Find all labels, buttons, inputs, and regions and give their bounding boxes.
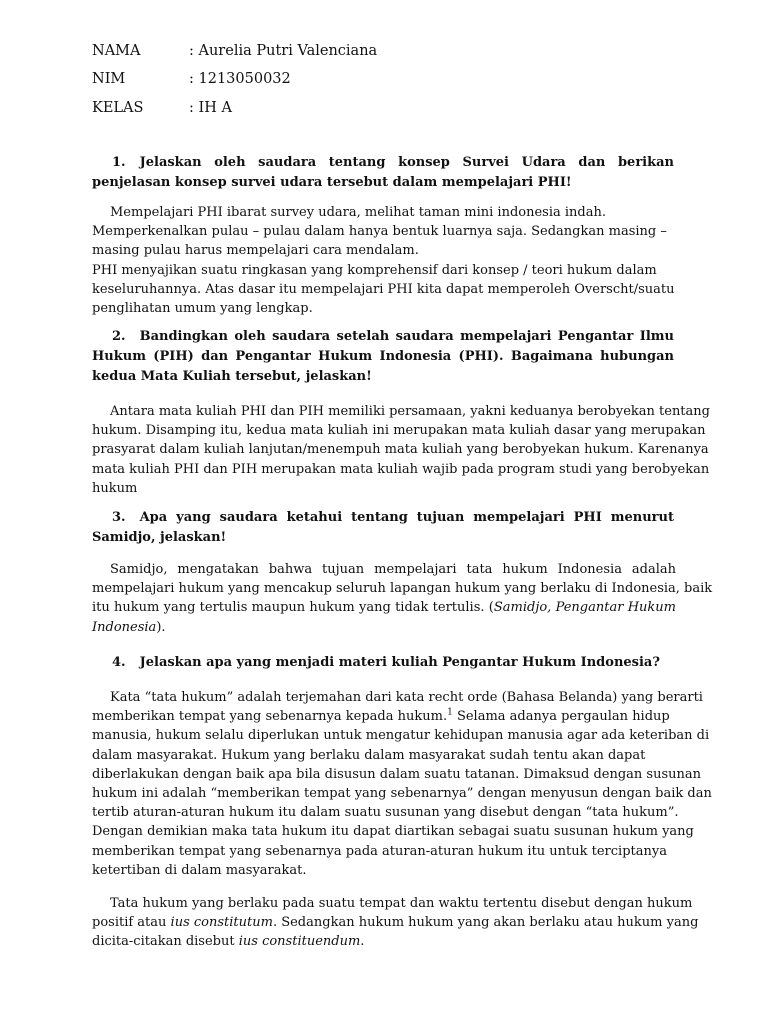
- answer-3-line: [92, 598, 676, 617]
- answer-4-line: Dengan demikian maka tata hukum itu dapat diartikan sebagai suatu susunan hukum yang: [92, 824, 694, 840]
- answer-3-line: mempelajari hukum yang mencakup seluruh lapangan hukum yang berlaku di Indonesia, baik: [92, 581, 713, 597]
- question-2-text: Bandingkan oleh saudara setelah saudara mempelajari Pengantar Ilmu Hukum (PIH) dan Pengantar Hukum Indonesia (PHI). Bagaimana hubungan kedua Mata Kuliah tersebut, jelaskan!: [92, 329, 674, 384]
- answer-4-line: hukum ini adalah “memberikan tempat yang sebenarnya” dengan menyusun dengan baik dan: [92, 786, 712, 802]
- answer-4-line: [92, 932, 676, 951]
- name-label: NAMA: [92, 43, 141, 59]
- question-2-number: 2.: [112, 329, 126, 344]
- question-1-text: Jelaskan oleh saudara tentang konsep Survei Udara dan berikan penjelasan konsep survei udara tersebut dalam mempelajari PHI!: [92, 155, 674, 190]
- question-1-number: 1.: [112, 155, 126, 170]
- answer-3-line: Samidjo, mengatakan bahwa tujuan mempelajari tata hukum Indonesia adalah: [110, 562, 676, 577]
- class-label: KELAS: [92, 100, 144, 116]
- question-2: [92, 327, 674, 387]
- answer-1-line: Mempelajari PHI ibarat survey udara, melihat taman mini indonesia indah.: [110, 205, 606, 220]
- answer-2-line: Antara mata kuliah PHI dan PIH memiliki persamaan, yakni keduanya berobyekan tentang: [110, 404, 710, 419]
- question-3-text: Apa yang saudara ketahui tentang tujuan mempelajari PHI menurut Samidjo, jelaskan!: [92, 510, 674, 545]
- answer-1-line: PHI menyajikan suatu ringkasan yang komprehensif dari konsep / teori hukum dalam: [92, 262, 657, 278]
- latin-term: ius constitutum: [170, 915, 273, 931]
- question-4-text: Jelaskan apa yang menjadi materi kuliah Pengantar Hukum Indonesia?: [139, 655, 660, 670]
- answer-2-line: hukum: [92, 480, 138, 496]
- answer-1-line: penglihatan umum yang lengkap.: [92, 301, 313, 317]
- answer-1-line: masing pulau harus mempelajari cara mendalam.: [92, 243, 419, 259]
- answer-4-paragraph-2: [92, 894, 699, 952]
- nim-label: NIM: [92, 71, 126, 87]
- answer-4-line: diberlakukan dengan baik apa bila disusun dalam suatu tatanan. Dimaksud dengan susunan: [92, 766, 702, 782]
- answer-4-text: Selama adanya pergaulan hidup: [452, 709, 670, 725]
- answer-4-line: Tata hukum yang berlaku pada suatu tempat dan waktu tertentu disebut dengan hukum: [110, 896, 693, 911]
- answer-2: [92, 402, 710, 498]
- answer-3-text: ).: [156, 619, 166, 635]
- answer-4-line: memberikan tempat yang sebenarnya pada aturan-aturan hukum itu untuk terciptanya: [92, 843, 667, 859]
- answer-4-line: dalam masyarakat. Hukum yang berlaku dalam masyarakat sudah tentu akan dapat: [92, 747, 646, 763]
- latin-term: ius constituendum: [238, 934, 361, 950]
- name-value: : Aurelia Putri Valenciana: [189, 43, 378, 59]
- footnote-marker[interactable]: 1: [447, 707, 453, 718]
- answer-4-line: ketertiban di dalam masyarakat.: [92, 862, 307, 878]
- citation-text: Samidjo, Pengantar Hukum: [493, 600, 676, 616]
- question-3-number: 3.: [112, 510, 126, 525]
- answer-4-line: manusia, hukum selalu diperlukan untuk mengatur kehidupan manusia agar ada keteriban di: [92, 728, 710, 744]
- answer-4-line: tertib aturan-aturan hukum itu dalam suatu susunan yang disebut dengan “tata hukum”.: [92, 805, 679, 821]
- class-value: : IH A: [189, 100, 232, 116]
- answer-4-line: [92, 707, 676, 726]
- answer-2-line: prasyarat dalam kuliah lanjutan/menempuh mata kuliah yang berobyekan hukum. Karenanya: [92, 442, 709, 458]
- nim-value: : 1213050032: [189, 71, 291, 87]
- answer-1-line: keseluruhannya. Atas dasar itu mempelajari PHI kita dapat memperoleh Overscht/suatu: [92, 281, 675, 297]
- answer-4-line: Kata “tata hukum” adalah terjemahan dari kata recht orde (Bahasa Belanda) yang berarti: [110, 690, 703, 705]
- answer-3-text: itu hukum yang tertulis maupun hukum yang tidak tertulis. (: [92, 600, 494, 616]
- answer-1: [92, 203, 676, 318]
- question-3: [92, 508, 674, 548]
- answer-4-text: . Sedangkan hukum hukum yang akan berlaku atau hukum yang: [272, 915, 699, 931]
- answer-4-text: positif atau: [92, 915, 171, 931]
- answer-4-text: memberikan tempat yang sebenarnya kepada hukum.: [92, 709, 448, 725]
- citation-text: Indonesia: [92, 619, 157, 635]
- answer-4-paragraph-1: [92, 688, 712, 880]
- answer-2-line: hukum. Disamping itu, kedua mata kuliah ini merupakan mata kuliah dasar yang merupakan: [92, 423, 706, 439]
- answer-4-text: .: [360, 934, 365, 950]
- question-4-number: 4.: [112, 655, 126, 670]
- question-4: [92, 653, 674, 673]
- answer-1-line: Memperkenalkan pulau – pulau dalam hanya bentuk luarnya saja. Sedangkan masing –: [92, 224, 667, 240]
- answer-3: [92, 560, 713, 637]
- answer-4-line: [92, 913, 699, 932]
- answer-3-line: [92, 618, 676, 637]
- answer-4-text: dicita-citakan disebut: [92, 934, 239, 950]
- answer-2-line: mata kuliah PHI dan PIH merupakan mata kuliah wajib pada program studi yang berobyekan: [92, 461, 710, 477]
- question-1: [92, 153, 674, 193]
